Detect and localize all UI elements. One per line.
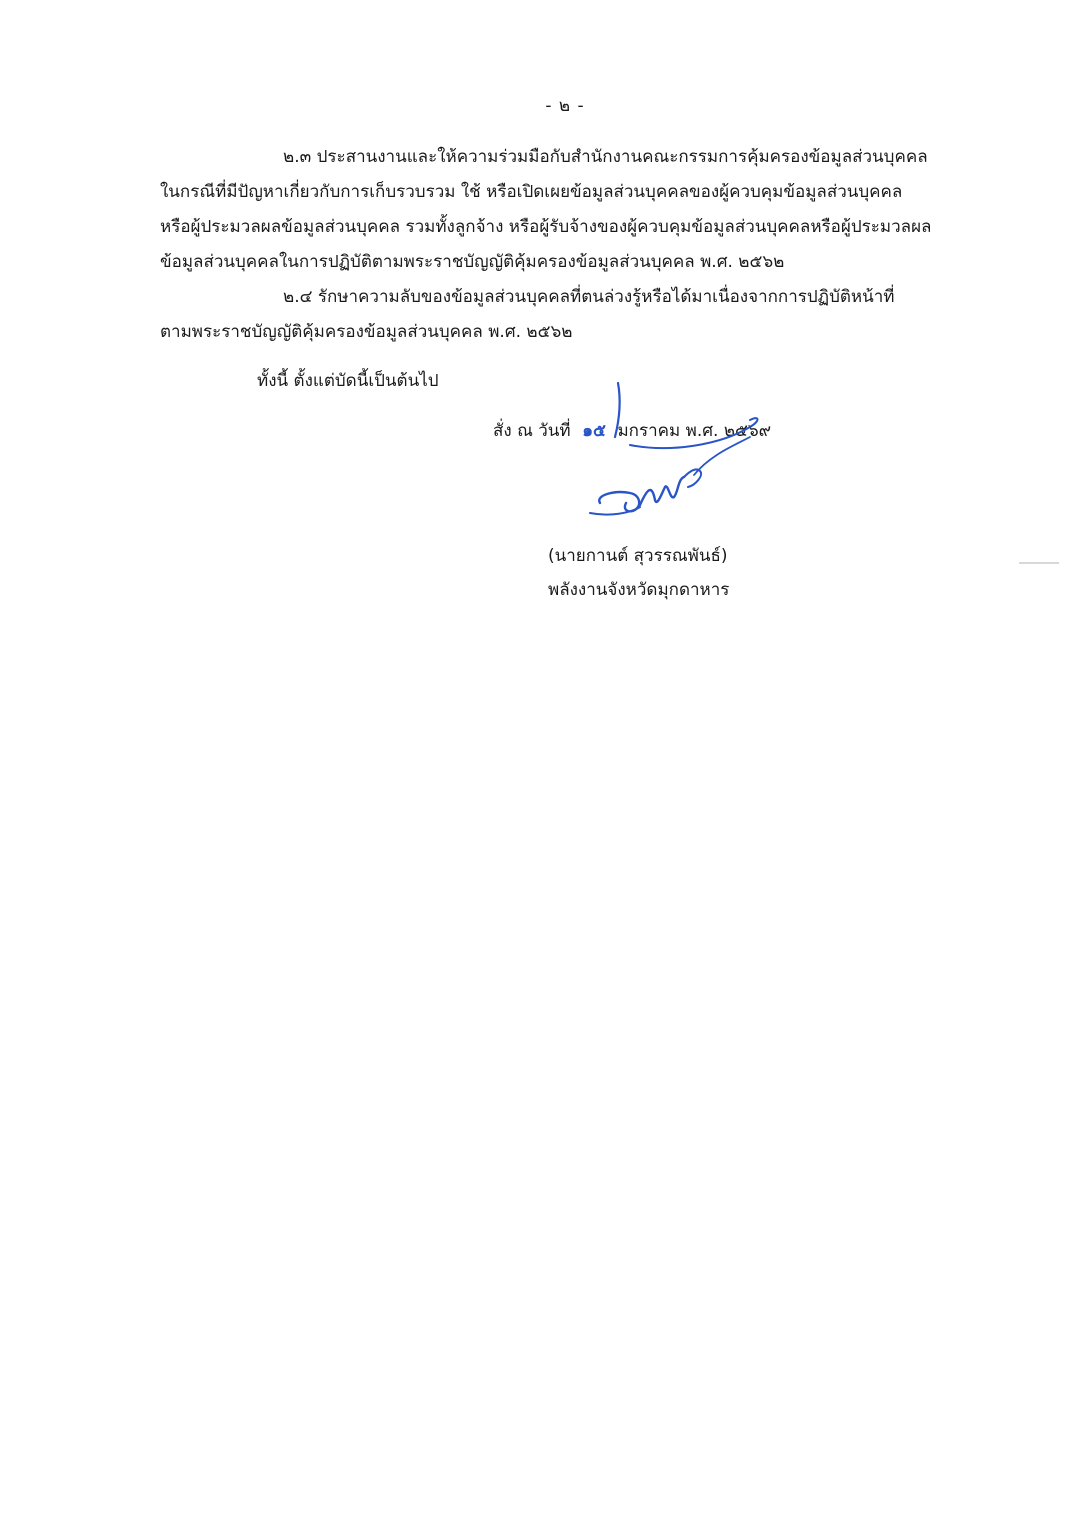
page-number: - ๒ - [545, 96, 585, 116]
paragraph-line: ๒.๔ รักษาความลับของข้อมูลส่วนบุคคลที่ตนล่วงรู้หรือได้มาเนื่องจากการปฏิบัติหน้าที่ [283, 287, 895, 307]
order-date-day: ๑๕ [582, 421, 606, 441]
paragraph-line: ในกรณีที่มีปัญหาเกี่ยวกับการเก็บรวบรวม ใช้ หรือเปิดเผยข้อมูลส่วนบุคคลของผู้ควบคุมข้อมูลส่วนบุคคล [160, 182, 903, 202]
handwritten-signature [560, 375, 790, 535]
paragraph-2-3 [160, 140, 975, 280]
signer-title: พลังงานจังหวัดมุกดาหาร [548, 580, 730, 600]
order-date-prefix: สั่ง ณ วันที่ [493, 421, 571, 441]
closing-statement: ทั้งนี้ ตั้งแต่บัดนี้เป็นต้นไป [257, 371, 439, 391]
scan-artifact [1019, 562, 1059, 564]
order-date-month-year: มกราคม พ.ศ. ๒๕๖๙ [617, 421, 772, 441]
signer-name: (นายกานต์ สุวรรณพันธ์) [548, 546, 728, 566]
paragraph-line: ตามพระราชบัญญัติคุ้มครองข้อมูลส่วนบุคคล พ.ศ. ๒๕๖๒ [160, 322, 573, 342]
paragraph-line: ข้อมูลส่วนบุคคลในการปฏิบัติตามพระราชบัญญัติคุ้มครองข้อมูลส่วนบุคคล พ.ศ. ๒๕๖๒ [160, 252, 785, 272]
paragraph-2-4 [160, 280, 975, 350]
document-body [160, 140, 975, 350]
paragraph-line: หรือผู้ประมวลผลข้อมูลส่วนบุคคล รวมทั้งลูกจ้าง หรือผู้รับจ้างของผู้ควบคุมข้อมูลส่วนบุคคลหรือผู้ประมวลผล [160, 217, 932, 237]
paragraph-line: ๒.๓ ประสานงานและให้ความร่วมมือกับสำนักงานคณะกรรมการคุ้มครองข้อมูลส่วนบุคคล [283, 147, 928, 167]
